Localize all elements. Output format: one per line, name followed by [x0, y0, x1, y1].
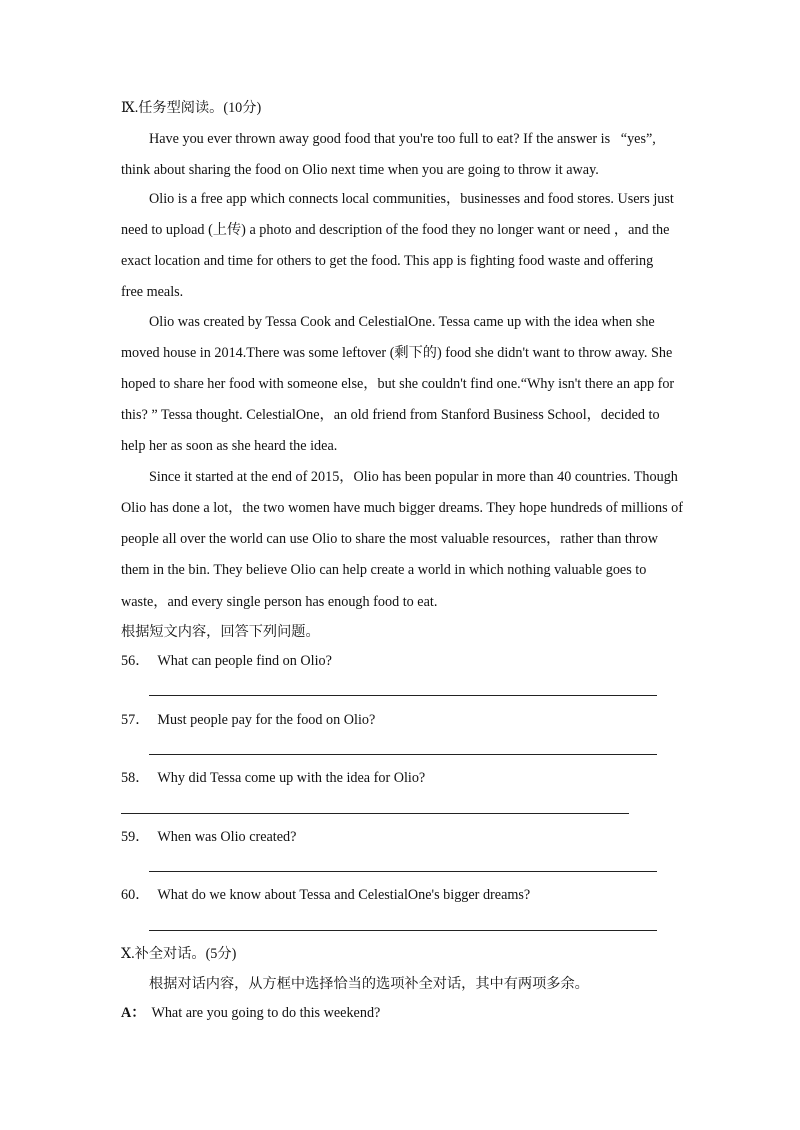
paragraph-line: moved house in 2014.There was some leftover (剩下的) food she didn't want to throw away. She — [121, 345, 673, 361]
paragraph-line: this? ” Tessa thought. CelestialOne，an old friend from Stanford Business School，decided to — [121, 407, 660, 423]
question-text: When was Olio created? — [157, 829, 297, 845]
answer-line — [149, 930, 657, 931]
question-59 — [121, 828, 296, 846]
question-number: 56． — [121, 653, 150, 669]
question-number: 60． — [121, 887, 150, 903]
paragraph-line: free meals. — [121, 284, 184, 300]
question-number: 58． — [121, 770, 150, 786]
answer-line — [121, 813, 629, 814]
answer-line — [149, 871, 657, 872]
section-9-heading: Ⅸ.任务型阅读。(10分) — [121, 100, 262, 116]
instruction-text: 根据短文内容，回答下列问题。 — [121, 624, 320, 640]
paragraph-line: help her as soon as she heard the idea. — [121, 438, 338, 454]
question-60 — [121, 886, 530, 904]
paragraph-line: Olio is a free app which connects local communities，businesses and food stores. Users just — [149, 191, 674, 207]
paragraph-line: Have you ever thrown away good food that you're too full to eat? If the answer is “yes”, — [149, 131, 656, 147]
question-number: 59． — [121, 829, 150, 845]
question-text: What can people find on Olio? — [157, 653, 332, 669]
dialog-text: What are you going to do this weekend? — [151, 1005, 381, 1021]
paragraph-line: Since it started at the end of 2015，Olio has been popular in more than 40 countries. Though — [149, 469, 678, 485]
question-56 — [121, 652, 332, 670]
question-text: Why did Tessa come up with the idea for Olio? — [157, 770, 426, 786]
paragraph-line: Olio was created by Tessa Cook and CelestialOne. Tessa came up with the idea when she — [149, 314, 655, 330]
instruction-text: 根据对话内容，从方框中选择恰当的选项补全对话，其中有两项多余。 — [149, 976, 589, 992]
paragraph-line: hoped to share her food with someone else，but she couldn't find one.“Why isn't there an app for — [121, 376, 675, 392]
question-57 — [121, 711, 375, 729]
section-10-heading: Ⅹ.补全对话。(5分) — [121, 946, 237, 962]
paragraph-line: exact location and time for others to get the food. This app is fighting food waste and offering — [121, 253, 654, 269]
question-text: Must people pay for the food on Olio? — [157, 712, 376, 728]
paragraph-line: Olio has done a lot，the two women have much bigger dreams. They hope hundreds of millions of — [121, 500, 683, 516]
question-text: What do we know about Tessa and CelestialOne's bigger dreams? — [157, 887, 531, 903]
question-58 — [121, 769, 425, 787]
answer-line — [149, 695, 657, 696]
paragraph-line: people all over the world can use Olio to share the most valuable resources，rather than throw — [121, 531, 658, 547]
speaker-label: A： — [121, 1005, 146, 1021]
paragraph-line: them in the bin. They believe Olio can help create a world in which nothing valuable goes to — [121, 562, 647, 578]
question-number: 57． — [121, 712, 150, 728]
answer-line — [149, 754, 657, 755]
paragraph-line: think about sharing the food on Olio next time when you are going to throw it away. — [121, 162, 599, 178]
paragraph-line: need to upload (上传) a photo and description of the food they no longer want or need ，and the — [121, 222, 670, 238]
dialog-line — [121, 1004, 380, 1022]
paragraph-line: waste，and every single person has enough food to eat. — [121, 594, 438, 610]
